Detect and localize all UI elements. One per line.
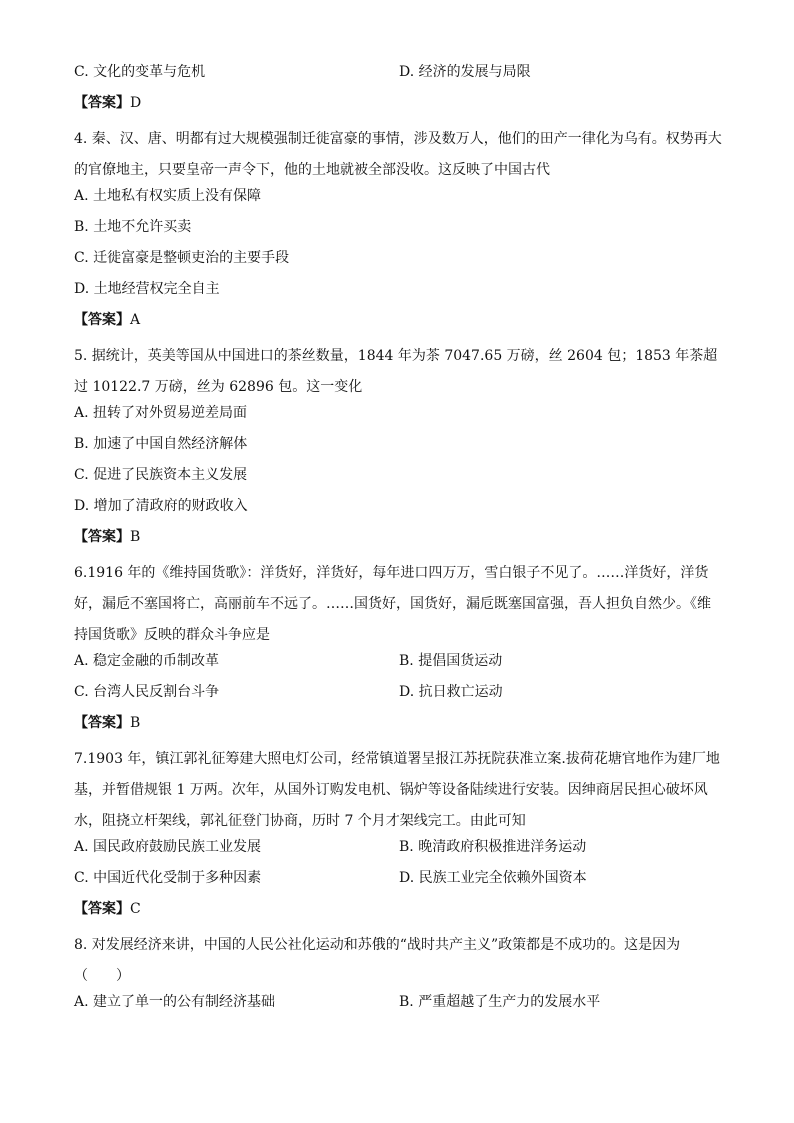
q7-options-row-2 (74, 868, 724, 899)
q7-option-c: C. 中国近代化受制于多种因素 (74, 870, 262, 886)
q7-option-b: B. 晚清政府积极推进洋务运动 (399, 839, 587, 855)
q3-answer (74, 93, 724, 124)
q5-option-c: C. 促进了民族资本主义发展 (74, 467, 248, 483)
q8-stem: 8. 对发展经济来讲，中国的人民公社化运动和苏俄的“战时共产主义”政策都是不成功的。这是因为（ ） (74, 937, 681, 984)
q5-option-a: A. 扭转了对外贸易逆差局面 (74, 405, 248, 421)
q6-option-b: B. 提倡国货运动 (399, 653, 503, 669)
q3-option-c: C. 文化的变革与危机 (74, 64, 206, 80)
q6-answer (74, 713, 724, 744)
q5-answer (74, 527, 724, 558)
q7-answer (74, 899, 724, 930)
q4-option-d: D. 土地经营权完全自主 (74, 281, 220, 297)
answer-label: 【答案】 (74, 715, 130, 731)
answer-label: 【答案】 (74, 901, 130, 917)
q8-option-a: A. 建立了单一的公有制经济基础 (74, 994, 276, 1010)
q6-options-row-1 (74, 651, 724, 682)
q7-stem: 7.1903 年，镇江郭礼征筹建大照电灯公司，经常镇道署呈报江苏抚院获准立案.拔荷花塘官地作为建厂地基，并暂借规银 1 万两。次年，从国外订购发电机、锅炉等设备陆续进行安装。因绅商居民担心破坏风水，阻挠立杆架线，郭礼征登门协商，历时 7 个月才架线完工。由此可知 (74, 751, 720, 829)
q4-option-c: C. 迁徙富豪是整顿吏治的主要手段 (74, 250, 290, 266)
exam-page (74, 62, 724, 1023)
q4-option-a: A. 土地私有权实质上没有保障 (74, 188, 262, 204)
q5-option-d: D. 增加了清政府的财政收入 (74, 498, 248, 514)
q4-answer (74, 310, 724, 341)
q3-options-row (74, 62, 724, 93)
answer-label: 【答案】 (74, 312, 130, 328)
q5-option-b: B. 加速了中国自然经济解体 (74, 436, 248, 452)
answer-value: D (130, 95, 142, 111)
answer-value: B (130, 529, 141, 545)
q6-options-row-2 (74, 682, 724, 713)
q4-stem: 4. 秦、汉、唐、明都有过大规模强制迁徙富豪的事情，涉及数万人，他们的田产一律化为乌有。权势再大的官僚地主，只要皇帝一声令下，他的土地就被全部没收。这反映了中国古代 (74, 131, 722, 178)
q6-option-a: A. 稳定金融的币制改革 (74, 653, 220, 669)
answer-label: 【答案】 (74, 95, 130, 111)
q7-option-a: A. 国民政府鼓励民族工业发展 (74, 839, 262, 855)
answer-value: C (130, 901, 141, 917)
answer-value: B (130, 715, 141, 731)
q4-option-b: B. 土地不允许买卖 (74, 219, 192, 235)
q8-option-b: B. 严重超越了生产力的发展水平 (399, 994, 601, 1010)
q8-options-row-1 (74, 992, 724, 1023)
q6-option-c: C. 台湾人民反割台斗争 (74, 684, 220, 700)
q7-option-d: D. 民族工业完全依赖外国资本 (399, 870, 587, 886)
q6-option-d: D. 抗日救亡运动 (399, 684, 503, 700)
answer-label: 【答案】 (74, 529, 130, 545)
q5-stem: 5. 据统计，英美等国从中国进口的茶丝数量，1844 年为茶 7047.65 万磅，丝 2604 包；1853 年茶超过 10122.7 万磅，丝为 62896 包。这一变化 (74, 348, 718, 395)
answer-value: A (130, 312, 141, 328)
q6-stem: 6.1916 年的《维持国货歌》：洋货好，洋货好，每年进口四万万，雪白银子不见了。……洋货好，洋货好，漏卮不塞国将亡，高丽前车不远了。……国货好，国货好，漏卮既塞国富强，吾人担负自然少。《维持国货歌》反映的群众斗争应是 (74, 565, 711, 643)
q7-options-row-1 (74, 837, 724, 868)
q3-option-d: D. 经济的发展与局限 (399, 64, 531, 80)
